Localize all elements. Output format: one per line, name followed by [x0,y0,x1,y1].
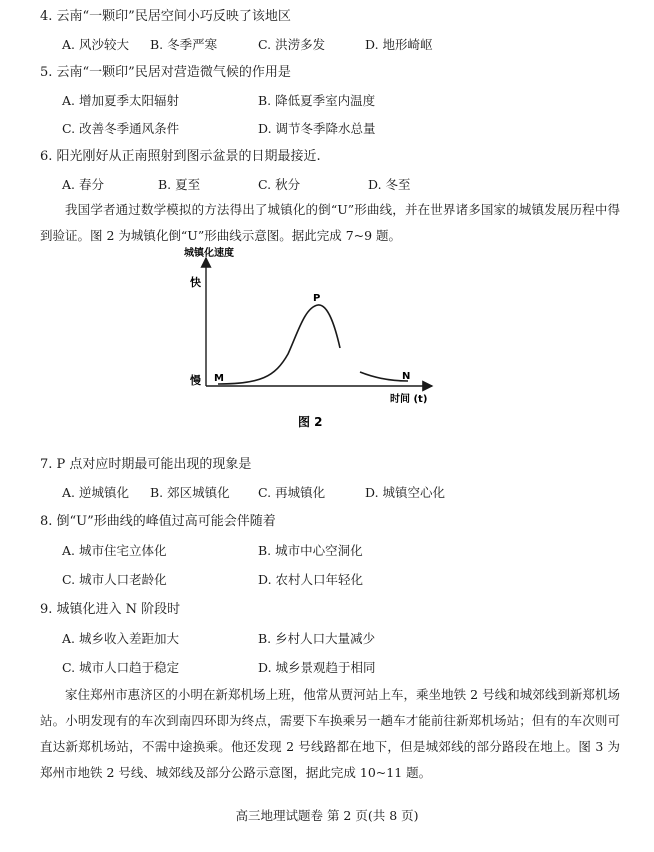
question-8-stem: 8. 倒“U”形曲线的峰值过高可能会伴随着 [40,514,276,529]
q9-option-c: C. 城市人口趋于稳定 [62,660,180,675]
q7-option-d: D. 城镇空心化 [365,485,446,500]
point-p-label: P [313,293,321,304]
question-6-stem: 6. 阳光刚好从正南照射到图示盆景的日期最接近. [40,149,321,164]
question-5-stem: 5. 云南“一颗印”民居对营造微气候的作用是 [40,65,291,80]
y-axis-title: 城镇化速度 [184,248,234,259]
figure-2 [170,244,450,434]
q8-option-b: B. 城市中心空洞化 [258,543,363,558]
question-9-stem: 9. 城镇化进入 N 阶段时 [40,602,181,617]
x-axis-title: 时间 (t) [390,394,428,405]
question-7-stem: 7. P 点对应时期最可能出现的现象是 [40,457,252,472]
y-label-slow: 慢 [190,374,201,387]
page-footer: 高三地理试题卷 第 2 页(共 8 页) [235,808,419,823]
q5-option-d: D. 调节冬季降水总量 [258,121,376,136]
q9-option-d: D. 城乡景观趋于相同 [258,660,376,675]
q6-option-d: D. 冬至 [368,177,411,192]
q8-option-c: C. 城市人口老龄化 [62,572,167,587]
material-paragraph-10-11: 家住郑州市惠济区的小明在新郑机场上班，他常从贾河站上车，乘坐地铁 2 号线和城郊线到新郑机场站。小明发现有的车次到南四环即为终点，需要下车换乘另一趟车才能前往新郑机场站；但有的车次则可直达新郑机场站，不需中途换乘。他还发现 2 号线路都在地下，但是城郊线的部分路段在地上。图 3 为郑州市地铁 2 号线、城郊线及部分公路示意图，据此完成 10~11 题。 [40,687,620,780]
point-m-label: M [214,373,224,384]
point-n-label: N [402,371,411,382]
urbanization-curve-diagram [170,244,450,434]
q8-option-a: A. 城市住宅立体化 [62,543,167,558]
q9-option-b: B. 乡村人口大量减少 [258,631,376,646]
q5-option-c: C. 改善冬季通风条件 [62,121,180,136]
q7-option-a: A. 逆城镇化 [62,485,129,500]
q9-option-a: A. 城乡收入差距加大 [62,631,179,646]
q4-option-b: B. 冬季严寒 [150,37,218,52]
q5-option-a: A. 增加夏季太阳辐射 [62,93,179,108]
q4-option-a: A. 风沙较大 [62,37,129,52]
material-paragraph-7-9: 我国学者通过数学模拟的方法得出了城镇化的倒“U”形曲线，并在世界诸多国家的城镇发展历程中得到验证。图 2 为城镇化倒“U”形曲线示意图。据此完成 7~9 题。 [40,202,620,243]
figure-caption: 图 2 [298,415,323,429]
q7-option-b: B. 郊区城镇化 [150,485,230,500]
q5-option-b: B. 降低夏季室内温度 [258,93,376,108]
q7-option-c: C. 再城镇化 [258,485,326,500]
q6-option-c: C. 秋分 [258,177,301,192]
q4-option-d: D. 地形崎岖 [365,37,433,52]
y-label-fast: 快 [190,276,201,289]
curve-rising [218,305,340,384]
q8-option-d: D. 农村人口年轻化 [258,572,364,587]
q6-option-b: B. 夏至 [158,177,201,192]
curve-tail [360,371,411,382]
q4-option-c: C. 洪涝多发 [258,37,326,52]
question-4-stem: 4. 云南“一颗印”民居空间小巧反映了该地区 [40,9,291,24]
q6-option-a: A. 春分 [62,177,104,192]
